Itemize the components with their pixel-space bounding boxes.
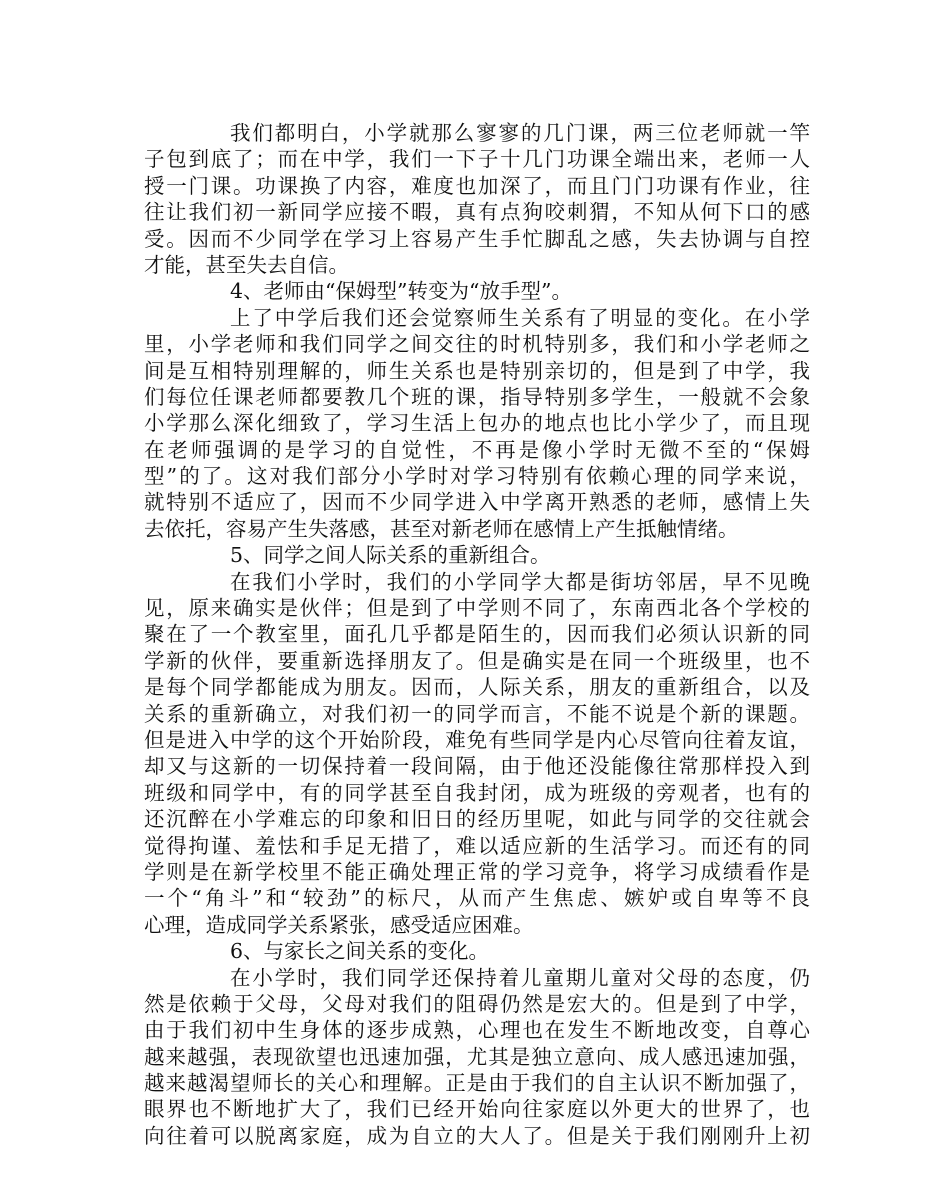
section-heading: 5、同学之间人际关系的重新组合。 xyxy=(230,543,551,568)
paragraph-line: 在我们小学时，我们的小学同学大都是街坊邻居，早不见晚 xyxy=(230,569,810,594)
paragraph-line: 由于我们初中生身体的逐步成熟，心理也在发生不断地改变，自尊心 xyxy=(144,1018,810,1043)
paragraph-line: 上了中学后我们还会觉察师生关系有了明显的变化。在小学 xyxy=(230,305,810,330)
paragraph-line: 觉得拘谨、羞怯和手足无措了，难以适应新的生活学习。而还有的同 xyxy=(144,833,810,858)
paragraph-line: 我们都明白，小学就那么寥寥的几门课，两三位老师就一竿 xyxy=(230,121,810,145)
paragraph-line: 在老师强调的是学习的自觉性，不再是像小学时无微不至的“保姆 xyxy=(144,437,810,462)
paragraph-line: 关系的重新确立，对我们初一的同学而言，不能不说是个新的课题。 xyxy=(144,701,810,726)
paragraph-line: 眼界也不断地扩大了，我们已经开始向往家庭以外更大的世界了，也 xyxy=(144,1097,810,1122)
paragraph-line: 班级和同学中，有的同学甚至自我封闭，成为班级的旁观者，也有的 xyxy=(144,780,810,805)
paragraph-line: 见，原来确实是伙伴；但是到了中学则不同了，东南西北各个学校的 xyxy=(144,596,810,621)
paragraph-line: 向往着可以脱离家庭，成为自立的大人了。但是关于我们刚刚升上初 xyxy=(144,1123,810,1148)
paragraph-line: 子包到底了；而在中学，我们一下子十几门功课全端出来，老师一人 xyxy=(144,147,810,172)
document-body xyxy=(144,120,810,1149)
paragraph-line: 里，小学老师和我们同学之间交往的时机特别多，我们和小学老师之 xyxy=(144,332,810,357)
paragraph-line: 型”的了。这对我们部分小学时对学习特别有依赖心理的同学来说， xyxy=(144,464,810,489)
paragraph-line: 在小学时，我们同学还保持着儿童期儿童对父母的态度，仍 xyxy=(230,965,810,990)
paragraph-line: 但是进入中学的这个开始阶段，难免有些同学是内心尽管向往着友谊， xyxy=(144,727,810,752)
paragraph-line: 受。因而不少同学在学习上容易产生手忙脚乱之感，失去协调与自控 xyxy=(144,226,810,251)
paragraph-line: 越来越渴望师长的关心和理解。正是由于我们的自主认识不断加强了， xyxy=(144,1071,810,1096)
paragraph-line: 却又与这新的一切保持着一段间隔，由于他还没能像往常那样投入到 xyxy=(144,754,810,779)
paragraph-line: 小学那么深化细致了，学习生活上包办的地点也比小学少了，而且现 xyxy=(144,411,810,436)
paragraph-line: 就特别不适应了，因而不少同学进入中学离开熟悉的老师，感情上失 xyxy=(144,490,810,515)
paragraph-line: 才能，甚至失去自信。 xyxy=(144,252,349,277)
paragraph-line: 学则是在新学校里不能正确处理正常的学习竞争，将学习成绩看作是 xyxy=(144,859,810,884)
paragraph-line: 往让我们初一新同学应接不暇，真有点狗咬刺猬，不知从何下口的感 xyxy=(144,200,810,225)
paragraph-line: 心理，造成同学关系紧张，感受适应困难。 xyxy=(144,912,534,937)
section-heading: 4、老师由“保姆型”转变为“放手型”。 xyxy=(230,279,572,304)
paragraph-line: 学新的伙伴，要重新选择朋友了。但是确实是在同一个班级里，也不 xyxy=(144,648,810,673)
paragraph-line: 然是依赖于父母，父母对我们的阻碍仍然是宏大的。但是到了中学， xyxy=(144,991,810,1016)
paragraph-line: 授一门课。功课换了内容，难度也加深了，而且门门功课有作业，往 xyxy=(144,173,810,198)
paragraph-line: 还沉醉在小学难忘的印象和旧日的经历里呢，如此与同学的交往就会 xyxy=(144,807,810,832)
paragraph-line: 越来越强，表现欲望也迅速加强，尤其是独立意向、成人感迅速加强， xyxy=(144,1044,810,1069)
paragraph-line: 们每位任课老师都要教几个班的课，指导特别多学生，一般就不会象 xyxy=(144,384,810,409)
paragraph-line: 去依托，容易产生失落感，甚至对新老师在感情上产生抵触情绪。 xyxy=(144,516,739,541)
paragraph-line: 一个“角斗”和“较劲”的标尺，从而产生焦虑、嫉妒或自卑等不良 xyxy=(144,886,810,911)
paragraph-line: 是每个同学都能成为朋友。因而，人际关系，朋友的重新组合，以及 xyxy=(144,675,810,700)
paragraph-line: 聚在了一个教室里，面孔几乎都是陌生的，因而我们必须认识新的同 xyxy=(144,622,810,647)
paragraph-line: 间是互相特别理解的，师生关系也是特别亲切的，但是到了中学，我 xyxy=(144,358,810,383)
section-heading: 6、与家长之间关系的变化。 xyxy=(230,939,490,964)
